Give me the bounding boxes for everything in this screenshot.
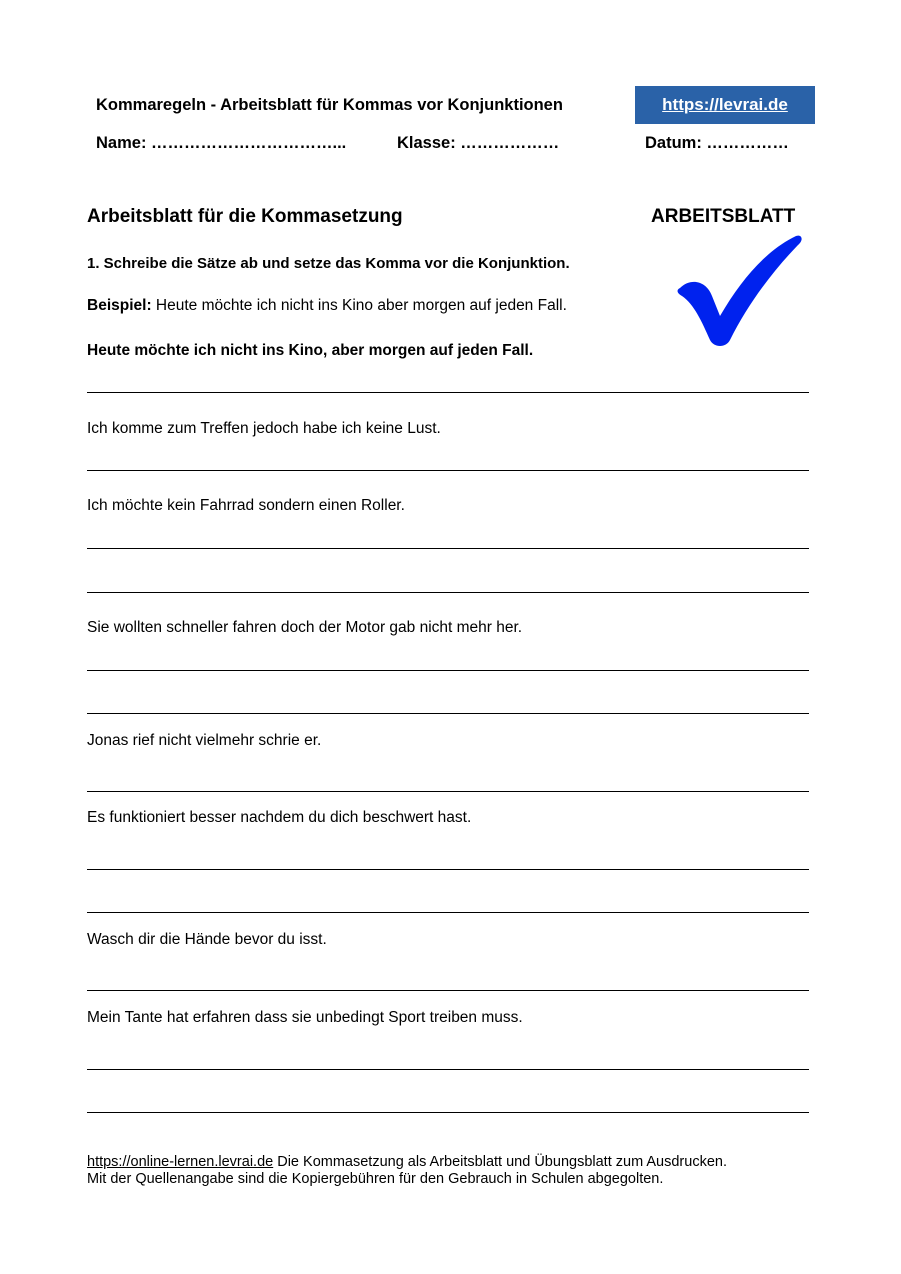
footer-line-1-text: Die Kommasetzung als Arbeitsblatt und Übungsblatt zum Ausdrucken. xyxy=(273,1154,727,1170)
writing-line[interactable] xyxy=(87,592,809,593)
exercise-sentence-1: Ich komme zum Treffen jedoch habe ich keine Lust. xyxy=(87,420,441,437)
exercise-sentence-3: Sie wollten schneller fahren doch der Motor gab nicht mehr her. xyxy=(87,619,523,636)
example-label: Beispiel: xyxy=(87,297,152,314)
writing-line[interactable] xyxy=(87,548,809,549)
writing-line[interactable] xyxy=(87,990,809,991)
exercise-sentence-7: Mein Tante hat erfahren dass sie unbedingt Sport treiben muss. xyxy=(87,1009,523,1026)
writing-line[interactable] xyxy=(87,392,809,393)
exercise-sentence-4: Jonas rief nicht vielmehr schrie er. xyxy=(87,732,322,749)
footer-line-2: Mit der Quellenangabe sind die Kopiergebühren für den Gebrauch in Schulen abgegolten. xyxy=(87,1171,664,1187)
writing-line[interactable] xyxy=(87,713,809,714)
worksheet-title: Kommaregeln - Arbeitsblatt für Kommas vor Konjunktionen xyxy=(96,96,563,114)
class-field: Klasse: ……………… xyxy=(397,134,560,152)
writing-line[interactable] xyxy=(87,670,809,671)
writing-line[interactable] xyxy=(87,1112,809,1113)
website-link[interactable]: https://levrai.de xyxy=(662,95,788,114)
exercise-sentence-5: Es funktioniert besser nachdem du dich beschwert hast. xyxy=(87,809,472,826)
exercise-sentence-2: Ich möchte kein Fahrrad sondern einen Roller. xyxy=(87,497,405,514)
writing-line[interactable] xyxy=(87,791,809,792)
writing-line[interactable] xyxy=(87,1069,809,1070)
example-text: Heute möchte ich nicht ins Kino aber morgen auf jeden Fall. xyxy=(151,297,567,314)
writing-line[interactable] xyxy=(87,869,809,870)
footer-link[interactable]: https://online-lernen.levrai.de xyxy=(87,1154,274,1170)
checkmark-icon xyxy=(672,232,807,350)
writing-line[interactable] xyxy=(87,470,809,471)
worksheet-badge: ARBEITSBLATT xyxy=(651,206,796,227)
writing-line[interactable] xyxy=(87,912,809,913)
name-field: Name: ……………………………... xyxy=(96,134,347,152)
instruction: 1. Schreibe die Sätze ab und setze das Komma vor die Konjunktion. xyxy=(87,255,570,272)
date-field: Datum: …………… xyxy=(645,134,789,152)
example-solution: Heute möchte ich nicht ins Kino, aber morgen auf jeden Fall. xyxy=(87,342,534,359)
exercise-sentence-6: Wasch dir die Hände bevor du isst. xyxy=(87,931,327,948)
footer xyxy=(87,1154,727,1188)
section-title: Arbeitsblatt für die Kommasetzung xyxy=(87,206,403,227)
website-link-box[interactable] xyxy=(635,86,815,124)
example xyxy=(87,297,567,315)
footer-line-1 xyxy=(87,1154,727,1171)
